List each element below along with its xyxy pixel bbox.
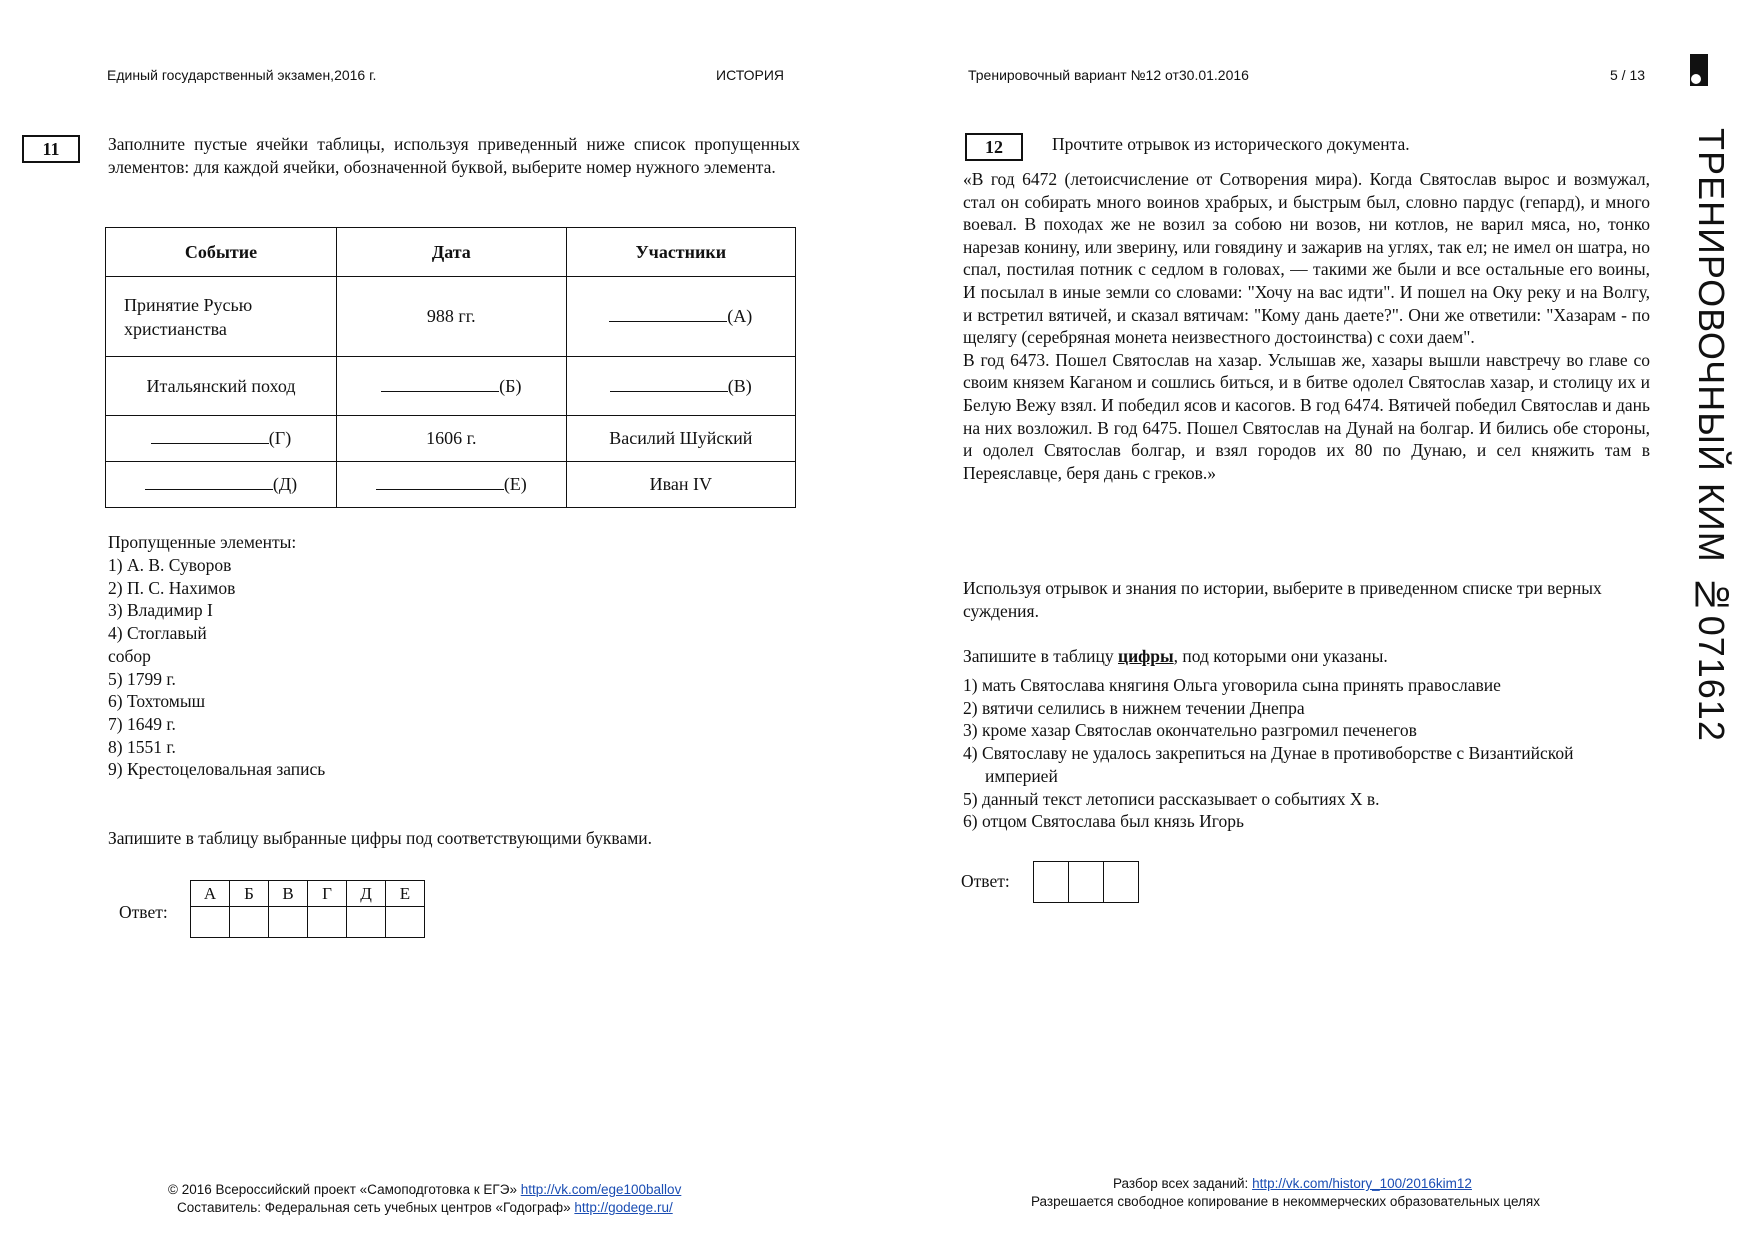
- list-item: 4) Святославу не удалось закрепиться на Дунае в противоборстве с Византийской: [963, 743, 1574, 764]
- document-paragraph: В год 6473. Пошел Святослав на хазар. Услышав же, хазары вышли навстречу во главе со своим князем Каганом и сошлись биться, и в битве одолел Святослав хазар, и столицу их и Белую Вежу взял. И победил ясов и касогов. В год 6474. Вятичей победил Святослав и дань на них возложил. В год 6475. Пошел Святослав на Дунай на болгар. И бились обе стороны, и одолел Святослав болгар, и взял городов их 80 по Дунаю, и сел княжить там в Переяславце, беря дань с греков.»: [963, 349, 1650, 483]
- answer-cell[interactable]: [1104, 862, 1139, 903]
- q11-instruction: Заполните пустые ячейки таблицы, используя приведенный ниже список пропущенных элементов: для каждой ячейки, обозначенной буквой, выберите номер нужного элемента.: [108, 134, 800, 177]
- footer-link-history[interactable]: http://vk.com/history_100/2016kim12: [1252, 1176, 1472, 1191]
- list-item: 5) данный текст летописи рассказывает о событиях X в.: [963, 788, 1380, 809]
- footer-right-line1: Разбор всех заданий: http://vk.com/history_100/2016kim12: [1113, 1176, 1472, 1191]
- answer-letter: А: [191, 881, 230, 907]
- list-item: 8) 1551 г.: [108, 736, 176, 757]
- table-header-row: [106, 228, 796, 277]
- q11-table: [105, 227, 796, 508]
- cell-participants: Василий Шуйский: [566, 416, 795, 462]
- list-item: 4) Стоглавый: [108, 623, 207, 644]
- answer-cell[interactable]: [191, 907, 230, 938]
- answer-cell[interactable]: [1034, 862, 1069, 903]
- q12-options: [963, 674, 1574, 833]
- footer-link-godege[interactable]: http://godege.ru/: [574, 1200, 673, 1215]
- footer-left-line2: Составитель: Федеральная сеть учебных центров «Годограф» http://godege.ru/: [177, 1200, 673, 1215]
- list-item: собор: [108, 645, 151, 666]
- q12-answer-table: [1033, 861, 1139, 903]
- cell-date: 1606 г.: [337, 416, 567, 462]
- list-item: 6) Тохтомыш: [108, 691, 206, 712]
- answer-cell[interactable]: [269, 907, 308, 938]
- cell-date-blank: (Б): [337, 357, 567, 416]
- list-item: 2) вятичи селились в нижнем течении Днепра: [963, 697, 1305, 718]
- cell-date: 988 гг.: [337, 277, 567, 357]
- q12-number-box: 12: [965, 133, 1023, 161]
- cell-event: Итальянский поход: [106, 357, 337, 416]
- table-row: [106, 462, 796, 508]
- footer-link-vk[interactable]: http://vk.com/ege100ballov: [520, 1182, 682, 1197]
- list-item: 1) А. В. Суворов: [108, 555, 232, 575]
- answer-letter: Е: [386, 881, 425, 907]
- q12-document: [963, 168, 1650, 484]
- cell-date-blank: (Е): [337, 462, 567, 508]
- footer-right-line2: Разрешается свободное копирование в некоммерческих образовательных целях: [1031, 1194, 1540, 1209]
- list-item: 5) 1799 г.: [108, 668, 176, 689]
- list-item: 6) отцом Святослава был князь Игорь: [963, 811, 1244, 832]
- q11-answer-label: Ответ:: [119, 902, 168, 922]
- list-item: 7) 1649 г.: [108, 713, 176, 734]
- q12-intro: Прочтите отрывок из исторического документа.: [1052, 134, 1410, 154]
- table-row: [106, 357, 796, 416]
- answer-cell[interactable]: [386, 907, 425, 938]
- answer-letter: Д: [347, 881, 386, 907]
- cell-event-blank: (Г): [106, 416, 337, 462]
- answer-letter: В: [269, 881, 308, 907]
- cell-event-blank: (Д): [106, 462, 337, 508]
- list-item: 1) мать Святослава княгиня Ольга уговорила сына принять православие: [963, 675, 1501, 695]
- cell-event: Принятие Русью христианства: [124, 294, 253, 339]
- cell-participants: Иван IV: [566, 462, 795, 508]
- answer-cell[interactable]: [230, 907, 269, 938]
- footer-left-line1: © 2016 Всероссийский проект «Самоподготовка к ЕГЭ» http://vk.com/ege100ballov: [168, 1182, 682, 1197]
- list-item: 3) кроме хазар Святослав окончательно разгромил печенегов: [963, 720, 1417, 741]
- corner-mark-icon: [1690, 54, 1708, 86]
- list-item: империей: [985, 765, 1058, 786]
- q12-task: Используя отрывок и знания по истории, выберите в приведенном списке три верных суждения.: [963, 578, 1602, 621]
- list-item: 3) Владимир I: [108, 600, 213, 621]
- missing-title: Пропущенные элементы:: [108, 532, 297, 552]
- table-header-date: Дата: [337, 228, 567, 277]
- side-title: ТРЕНИРОВОЧНЫЙ КИМ №071612: [1691, 128, 1732, 742]
- header-variant: Тренировочный вариант №12 от30.01.2016: [968, 67, 1249, 83]
- table-row: [106, 277, 796, 357]
- cell-participants-blank: (А): [566, 277, 795, 357]
- table-row: [106, 416, 796, 462]
- list-item: 9) Крестоцеловальная запись: [108, 759, 326, 780]
- q11-answer-table: [190, 880, 425, 938]
- answer-cell[interactable]: [1069, 862, 1104, 903]
- cell-participants-blank: (В): [566, 357, 795, 416]
- list-item: 2) П. С. Нахимов: [108, 577, 236, 598]
- header-subject: ИСТОРИЯ: [716, 67, 785, 83]
- q11-number-box: 11: [22, 135, 80, 163]
- table-header-participants: Участники: [566, 228, 795, 277]
- q12-write-instruction: Запишите в таблицу цифры, под которыми они указаны.: [963, 646, 1388, 666]
- answer-cell[interactable]: [347, 907, 386, 938]
- table-header-event: Событие: [106, 228, 337, 277]
- header-exam: Единый государственный экзамен,2016 г.: [107, 67, 377, 83]
- answer-cell[interactable]: [308, 907, 347, 938]
- header-page-number: 5 / 13: [1610, 67, 1646, 83]
- document-paragraph: «В год 6472 (летоисчисление от Сотворения мира). Когда Святослав вырос и возмужал, стал он собирать много воинов храбрых, и быстрым был, словно пардус (гепард), и много воевал. В походах же не возил за собою ни возов, ни котлов, не варил мяса, но, тонко нарезав конину, или зверину, или говядину и зажарив на углях, так ел; не имел он шатра, но спал, постилая потник с седлом в головах, — такими же были и все остальные его воины, И посылал в иные земли со словами: "Хочу на вас идти". И пошел на Оку реку и на Волгу, и встретил вятичей, и сказал вятичам: "Кому дань даете?". Они же ответили: "Хазарам - по щелягу (серебряная монета неизвестного достоинства) с сохи даем".: [963, 169, 1650, 348]
- q11-write-instruction: Запишите в таблицу выбранные цифры под соответствующими буквами.: [108, 828, 653, 848]
- q12-answer-label: Ответ:: [961, 871, 1010, 891]
- answer-letter: Г: [308, 881, 347, 907]
- missing-list: [108, 554, 325, 781]
- answer-letter: Б: [230, 881, 269, 907]
